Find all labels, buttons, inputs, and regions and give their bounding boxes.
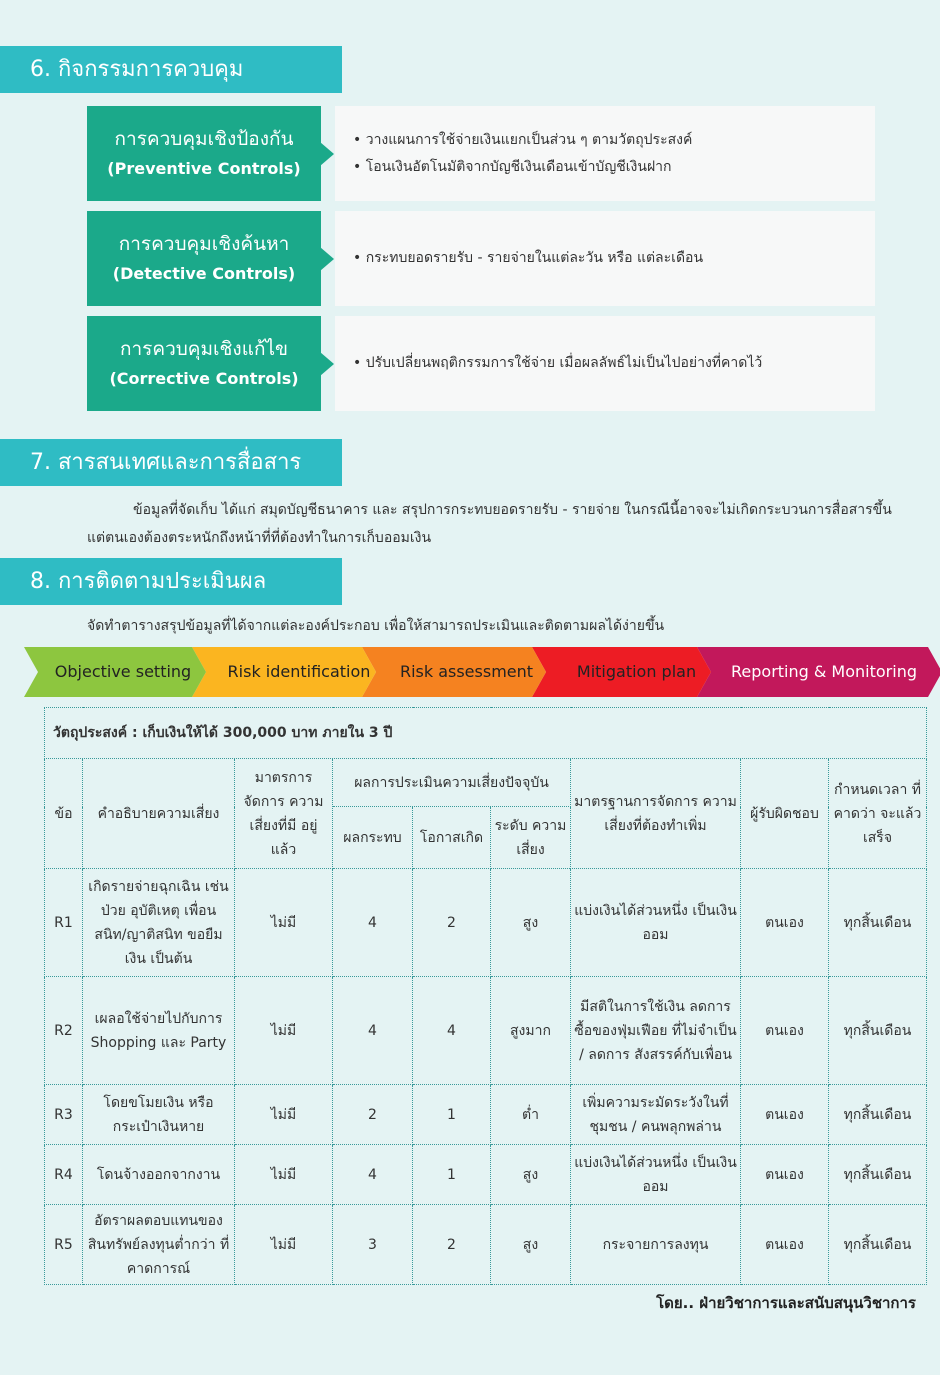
header-likelihood: โอกาสเกิด	[413, 807, 491, 869]
row-no: R3	[45, 1085, 83, 1145]
row-existing: ไม่มี	[235, 1085, 333, 1145]
section-8-heading: 8. การติดตามประเมินผล	[0, 558, 342, 605]
step-objective-setting: Objective setting	[54, 662, 192, 681]
row-owner: ตนเอง	[741, 1205, 829, 1285]
row-level: ต่ำ	[491, 1085, 571, 1145]
control-description	[335, 106, 875, 201]
row-existing: ไม่มี	[235, 1145, 333, 1205]
row-likelihood: 2	[413, 869, 491, 977]
control-item: • โอนเงินอัตโนมัติจากบัญชีเงินเดือนเข้าบัญชีเงินฝาก	[353, 158, 672, 175]
row-deadline: ทุกสิ้นเดือน	[829, 1145, 927, 1205]
risk-table	[44, 707, 927, 1285]
control-title-th: การควบคุมเชิงป้องกัน	[114, 127, 294, 150]
table-row	[45, 869, 927, 977]
control-description	[335, 211, 875, 306]
table-row	[45, 1205, 927, 1285]
row-measure: เพิ่มความระมัดระวังในที่ ชุมชน / คนพลุกพล่าน	[571, 1085, 741, 1145]
row-owner: ตนเอง	[741, 977, 829, 1085]
control-detective	[87, 211, 875, 306]
control-title-box	[87, 316, 321, 411]
arrow-right-icon	[320, 352, 334, 376]
row-description: โดนจ้างออกจากงาน	[83, 1145, 235, 1205]
row-level: สูง	[491, 1205, 571, 1285]
control-description	[335, 316, 875, 411]
header-no: ข้อ	[45, 759, 83, 869]
row-impact: 2	[333, 1085, 413, 1145]
row-impact: 3	[333, 1205, 413, 1285]
row-likelihood: 4	[413, 977, 491, 1085]
row-existing: ไม่มี	[235, 977, 333, 1085]
table-row	[45, 1145, 927, 1205]
byline: โดย.. ฝ่ายวิชาการและสนับสนุนวิชาการ	[656, 1294, 916, 1312]
control-title-en: (Preventive Controls)	[107, 158, 301, 178]
control-title-th: การควบคุมเชิงแก้ไข	[119, 337, 288, 360]
objective-title: วัตถุประสงค์ : เก็บเงินให้ได้ 300,000 บาท ภายใน 3 ปี	[45, 708, 927, 759]
header-risk-level: ระดับ ความเสี่ยง	[491, 807, 571, 869]
arrow-right-icon	[320, 247, 334, 271]
row-description: อัตราผลตอบแทนของ สินทรัพย์ลงทุนต่ำกว่า ที่คาดการณ์	[83, 1205, 235, 1285]
row-deadline: ทุกสิ้นเดือน	[829, 1205, 927, 1285]
row-likelihood: 1	[413, 1085, 491, 1145]
row-measure: แบ่งเงินได้ส่วนหนึ่ง เป็นเงินออม	[571, 869, 741, 977]
row-measure: กระจายการลงทุน	[571, 1205, 741, 1285]
row-deadline: ทุกสิ้นเดือน	[829, 869, 927, 977]
row-owner: ตนเอง	[741, 1085, 829, 1145]
control-title-th: การควบคุมเชิงค้นหา	[118, 232, 290, 255]
row-no: R1	[45, 869, 83, 977]
control-item: • กระทบยอดรายรับ - รายจ่ายในแต่ละวัน หรือ แต่ละเดือน	[353, 250, 704, 266]
row-measure: มีสติในการใช้เงิน ลดการซื้อของฟุ่มเฟือย ที่ไม่จำเป็น / ลดการ สังสรรค์กับเพื่อน	[571, 977, 741, 1085]
control-corrective	[87, 316, 875, 411]
section-8-intro: จัดทำตารางสรุปข้อมูลที่ได้จากแต่ละองค์ประกอบ เพื่อให้สามารถประเมินและติดตามผลได้ง่ายขึ้น	[87, 618, 665, 634]
row-level: สูง	[491, 1145, 571, 1205]
row-impact: 4	[333, 869, 413, 977]
row-no: R2	[45, 977, 83, 1085]
row-likelihood: 1	[413, 1145, 491, 1205]
control-title-box	[87, 106, 321, 201]
row-description: โดยขโมยเงิน หรือ กระเป๋าเงินหาย	[83, 1085, 235, 1145]
row-no: R4	[45, 1145, 83, 1205]
control-title-en: (Detective Controls)	[112, 263, 296, 283]
control-item: • วางแผนการใช้จ่ายเงินแยกเป็นส่วน ๆ ตามวัตถุประสงค์	[353, 131, 693, 148]
header-owner: ผู้รับผิดชอบ	[741, 759, 829, 869]
row-owner: ตนเอง	[741, 869, 829, 977]
row-deadline: ทุกสิ้นเดือน	[829, 977, 927, 1085]
process-steps	[24, 647, 940, 697]
control-preventive	[87, 106, 875, 201]
control-title-box	[87, 211, 321, 306]
row-level: สูงมาก	[491, 977, 571, 1085]
header-assessment: ผลการประเมินความเสี่ยงปัจจุบัน	[333, 759, 571, 807]
control-item: • ปรับเปลี่ยนพฤติกรรมการใช้จ่าย เมื่อผลลัพธ์ไม่เป็นไปอย่างที่คาดไว้	[353, 355, 763, 371]
row-description: เผลอใช้จ่ายไปกับการ Shopping และ Party	[83, 977, 235, 1085]
row-impact: 4	[333, 977, 413, 1085]
row-owner: ตนเอง	[741, 1145, 829, 1205]
row-existing: ไม่มี	[235, 1205, 333, 1285]
table-row	[45, 1085, 927, 1145]
row-likelihood: 2	[413, 1205, 491, 1285]
step-mitigation-plan: Mitigation plan	[576, 662, 697, 681]
risk-table-wrapper	[44, 707, 926, 1275]
section-7-paragraph-line1: ข้อมูลที่จัดเก็บ ได้แก่ สมุดบัญชีธนาคาร และ สรุปการกระทบยอดรายรับ - รายจ่าย ในกรณีนี้อาจจะไม่เกิดกระบวนการสื่อสารขึ้น	[133, 502, 892, 518]
step-reporting-monitoring: Reporting & Monitoring	[731, 662, 917, 681]
header-additional-measure: มาตรฐานการจัดการ ความเสี่ยงที่ต้องทำเพิ่ม	[571, 759, 741, 869]
row-impact: 4	[333, 1145, 413, 1205]
header-impact: ผลกระทบ	[333, 807, 413, 869]
arrow-right-icon	[320, 142, 334, 166]
control-title-en: (Corrective Controls)	[109, 368, 299, 388]
step-risk-assessment: Risk assessment	[399, 662, 534, 681]
header-deadline: กำหนดเวลา ที่คาดว่า จะแล้วเสร็จ	[829, 759, 927, 869]
section-7-paragraph-line2: แต่ตนเองต้องตระหนักถึงหน้าที่ที่ต้องทำในการเก็บออมเงิน	[87, 530, 432, 546]
section-6-heading: 6. กิจกรรมการควบคุม	[0, 46, 342, 93]
table-row	[45, 977, 927, 1085]
row-measure: แบ่งเงินได้ส่วนหนึ่ง เป็นเงินออม	[571, 1145, 741, 1205]
header-existing-measure: มาตรการ จัดการ ความเสี่ยงที่มี อยู่แล้ว	[235, 759, 333, 869]
header-description: คำอธิบายความเสี่ยง	[83, 759, 235, 869]
row-no: R5	[45, 1205, 83, 1285]
step-risk-identification: Risk identification	[227, 662, 371, 681]
row-level: สูง	[491, 869, 571, 977]
section-7-heading: 7. สารสนเทศและการสื่อสาร	[0, 439, 342, 486]
row-existing: ไม่มี	[235, 869, 333, 977]
row-description: เกิดรายจ่ายฉุกเฉิน เช่น ป่วย อุบัติเหตุ เพื่อนสนิท/ญาติสนิท ขอยืมเงิน เป็นต้น	[83, 869, 235, 977]
row-deadline: ทุกสิ้นเดือน	[829, 1085, 927, 1145]
